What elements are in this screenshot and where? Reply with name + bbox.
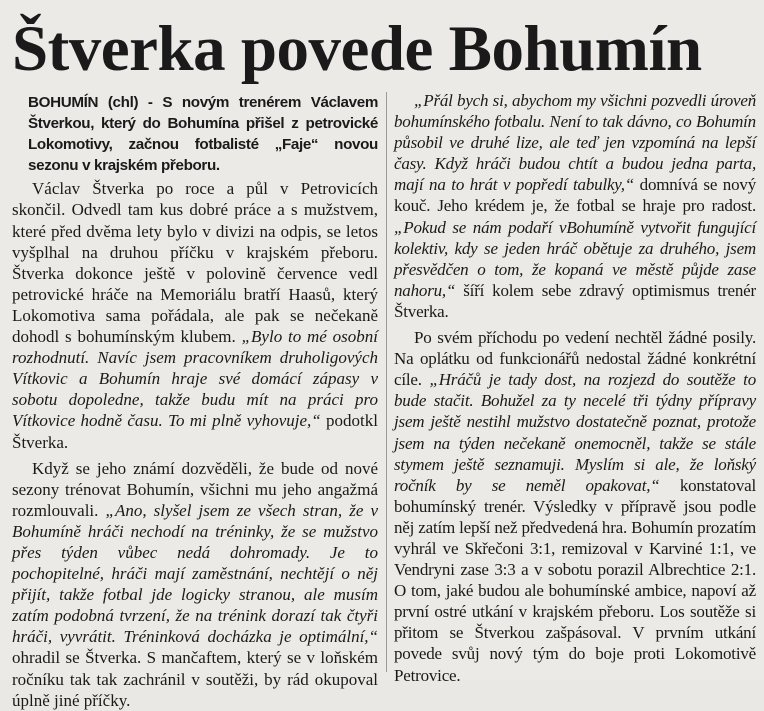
p4-mid: konstatoval bohumínský trenér. Výsledky v přípravě jsou podle něj zatím lepší než předvedená hra. Bohumín prozatím vyhrál ve Skřečoni 3:1, remizoval v Karviné 1:1, ve Vendryni zase 3:3 a v sobotu porazil Albrechtice 2:1. O tom, jaké budou ale bohumínské ambice, napoví až první ostré utkání v krajském přeboru. Los soutěže si přitom se Štverkou zašpásoval. V prvním utkání povede svůj nový tým do boje proti Lokomotivě Petrovice. (394, 475, 756, 685)
body-paragraph-1 (12, 178, 378, 452)
p4-quote: „Hráčů je tady dost, na rozjezd do soutěže to bude stačit. Bohužel za ty necelé tři týdny přípravy jsem ještě nestihl mužstvo dostatečně poznat, protože jsem na týden nečekaně onemocněl, takže se stále stymem ještě seznamuji. Myslím si ale, že loňský ročník by se neměl opakovat,“ (394, 370, 756, 495)
p4-text: Po svém příchodu po vedení nechtěl žádné posily. Na oplátku od funkcionářů nedostal žádné konkrétní cíle. (394, 328, 756, 390)
column-divider (386, 92, 387, 672)
p3-quote: „Přál bych si, abychom my všichni pozvedli úroveň bohumínského fotbalu. Není to tak dávno, co Bohumín působil ve druhé lize, ale teď jen vzpomíná na lepší časy. Když hráči budou chtít a budou jedna parta, mají na to hrát v popředí tabulky,“ (394, 91, 756, 195)
p1-quote: „Bylo to mé osobní rozhodnutí. Navíc jsem pracovníkem druholigových Vítkovic a Bohumín hraje své domácí zápasy v sobotu dopoledne, takže budu mít na práci pro Vítkovice hodně času. To mi plně vyhovuje,“ (12, 327, 378, 431)
p1-end: podotkl Štverka. (12, 411, 378, 452)
lead-paragraph: BOHUMÍN (chl) - S novým trenérem Václavem Štverkou, který do Bohumína přišel z petrovické Lokomotivy, začnou fotbalisté „Faje“ novou sezonu v krajském přeboru. (28, 94, 378, 175)
p3-quote-2: „Pokud se nám podaří vBohumíně vytvořit fungující kolektiv, kdy se jeden hráč obětuje za druhého, jsem přesvědčen o tom, že kopaná ve městě půjde zase nahoru,“ (394, 217, 756, 300)
p2-text: Když se jeho známí dozvěděli, že bude od nové sezony trénovat Bohumín, všichni mu jeho angažmá rozmlouvali. (12, 458, 378, 520)
column-left (12, 92, 378, 711)
p3-mid: domnívá se nový kouč. Jeho krédem je, že fotbal se hraje pro radost. (394, 175, 756, 216)
column-right (394, 90, 756, 686)
p2-mid: ohradil se Štverka. S mančaftem, který se v loňském ročníku tak tak zachránil v soutěži, by rád okupoval úplně jiné příčky. (12, 648, 378, 710)
body-paragraph-2 (12, 458, 378, 711)
body-paragraph-3 (394, 90, 756, 322)
p3-end: šíří kolem sebe zdravý optimismus trenér Štverka. (394, 280, 756, 321)
p1-text: Václav Štverka po roce a půl v Petrovicích skončil. Odvedl tam kus dobré práce a s mužstvem, které před dvěma lety bylo v divizi na odpis, se letos vyšplhal na druhou příčku v krajském přeboru. Štverka dokonce ještě v polovině července vedl petrovické hráče na Memoriálu bratří Haasů, který Lokomotiva sama pořádala, ale pak se nečekaně dohodl s bohumínským klubem. (12, 179, 378, 347)
p2-quote: „Ano, slyšel jsem ze všech stran, že v Bohumíně hráči nechodí na tréninky, že se mužstvo přes týden vůbec nedá dohromady. Je to pochopitelné, hráči mají zaměstnání, nechtějí o něj přijít, takže fotbal jde logicky stranou, ale musím zatím podobná tvrzení, že na trénink dorazí tak čtyři hráči, vyvrátit. Tréninková docházka je optimální,“ (12, 500, 378, 647)
headline: Štverka povede Bohumín (12, 13, 702, 85)
body-paragraph-4 (394, 327, 756, 686)
